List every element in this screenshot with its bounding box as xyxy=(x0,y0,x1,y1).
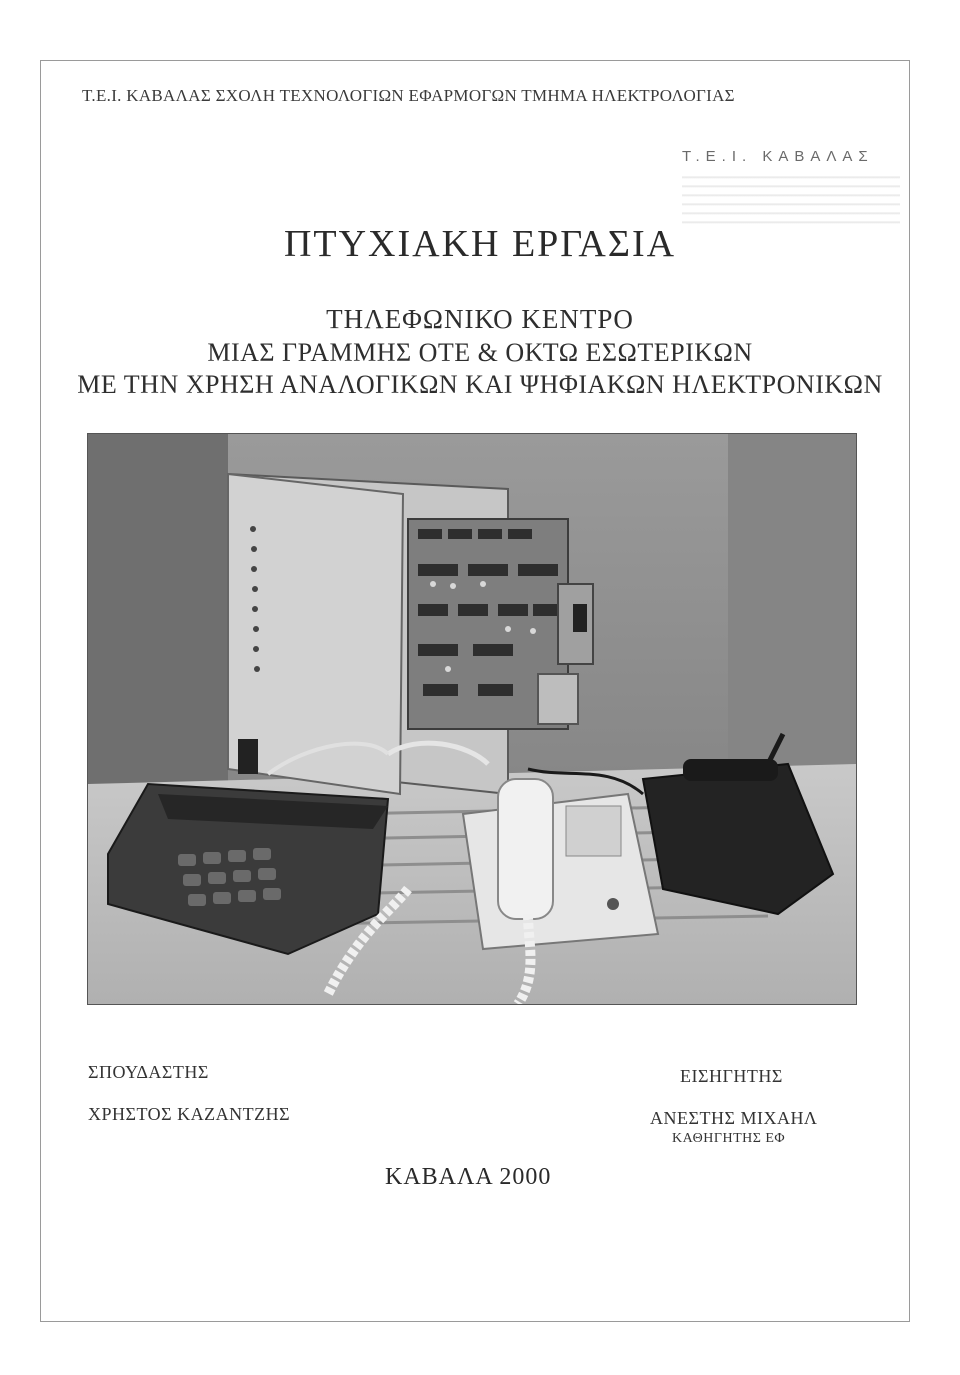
supervisor-name: ΑΝΕΣΤΗΣ ΜΙΧΑΗΛ xyxy=(650,1108,818,1128)
document-title: ΠΤΥΧΙΑΚΗ ΕΡΓΑΣΙΑ xyxy=(283,223,677,265)
telephone-exchange-photo xyxy=(88,434,857,1005)
stamp-smudge xyxy=(682,170,900,230)
place-year: ΚΑΒΑΛΑ 2000 xyxy=(385,1164,552,1190)
institution-header: Τ.Ε.Ι. ΚΑΒΑΛΑΣ ΣΧΟΛΗ ΤΕΧΝΟΛΟΓΙΩΝ ΕΦΑΡΜΟΓΩΝ ΤΜΗΜΑ ΗΛΕΚΤΡΟΛΟΓΙΑΣ xyxy=(82,86,735,105)
project-photo xyxy=(87,433,857,1005)
subtitle-line-1: ΤΗΛΕΦΩΝΙΚΟ ΚΕΝΤΡΟ xyxy=(326,304,634,334)
stamp-text: Τ.Ε.Ι. ΚΑΒΑΛΑΣ xyxy=(682,148,874,165)
supervisor-role-label: ΕΙΣΗΓΗΤΗΣ xyxy=(680,1066,783,1086)
subtitle-line-3: ΜΕ ΤΗΝ ΧΡΗΣΗ ΑΝΑΛΟΓΙΚΩΝ ΚΑΙ ΨΗΦΙΑΚΩΝ ΗΛΕΚΤΡΟΝΙΚΩΝ xyxy=(77,370,883,399)
subtitle-line-2: ΜΙΑΣ ΓΡΑΜΜΗΣ ΟΤΕ & ΟΚΤΩ ΕΣΩΤΕΡΙΚΩΝ xyxy=(207,338,753,367)
student-role-label: ΣΠΟΥΔΑΣΤΗΣ xyxy=(88,1062,209,1082)
student-name: ΧΡΗΣΤΟΣ ΚΑΖΑΝΤΖΗΣ xyxy=(88,1104,291,1124)
supervisor-title: ΚΑΘΗΓΗΤΗΣ ΕΦ xyxy=(672,1131,786,1146)
institution-stamp xyxy=(682,148,900,230)
